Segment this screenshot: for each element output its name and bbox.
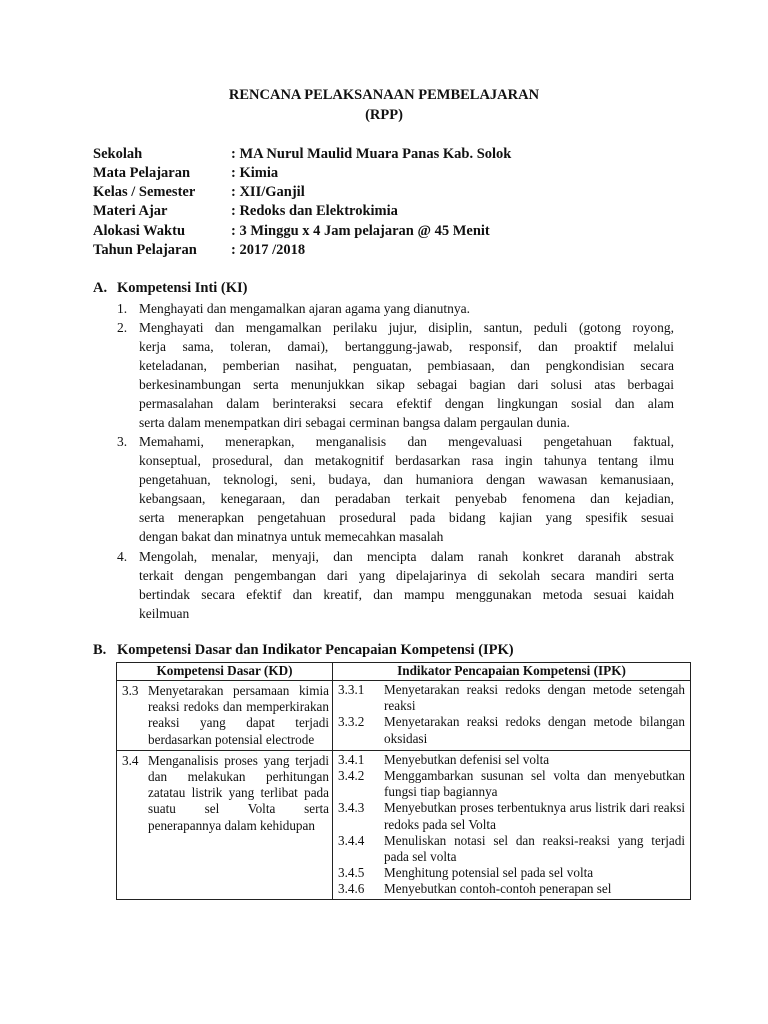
ipk-item <box>334 682 689 714</box>
ki-line: Memahami, menerapkan, menganalisis dan mengevaluasi pengetahuan faktual, <box>139 434 674 449</box>
ipk-text: Menyebutkan proses terbentuknya arus listrik dari reaksi redoks pada sel Volta <box>384 800 685 832</box>
ki-line: konseptual, prosedural, dan metakognitif berdasarkan rasa ingin tahunya tentang ilmu <box>139 453 674 468</box>
identity-label: Tahun Pelajaran <box>93 242 197 258</box>
ipk-item <box>334 800 689 832</box>
ipk-item <box>334 833 689 865</box>
ipk-cell <box>333 681 691 751</box>
ipk-number: 3.4.5 <box>338 865 365 881</box>
kd-text: Menyetarakan persamaan kimia reaksi redoks dan memperkirakan reaksi yang dapat terjadi berdasarkan potensial electrode <box>148 683 329 747</box>
section-title: Kompetensi Dasar dan Indikator Pencapaian Kompetensi (IPK) <box>117 642 514 658</box>
kd-number: 3.4 <box>122 752 139 768</box>
ipk-text: Menuliskan notasi sel dan reaksi-reaksi yang terjadi pada sel volta <box>384 832 685 865</box>
table-row <box>117 681 691 751</box>
ipk-number: 3.3.1 <box>338 682 365 697</box>
kd-ipk-table <box>116 662 691 900</box>
kd-cell <box>117 750 333 899</box>
ki-line: keteladanan, pemberian nasihat, penguatan, pembiasaan, dan pengkondisian secara <box>139 358 674 373</box>
ipk-text: Menyebutkan contoh-contoh penerapan sel <box>384 881 612 897</box>
ki-line: pengetahuan, teknologi, seni, budaya, dan humaniora dengan wawasan kemanusiaan, <box>139 472 674 487</box>
ki-line: terkait dengan pengembangan dari yang dipelajarinya di sekolah secara mandiri serta <box>139 568 674 583</box>
ipk-text: Menyetarakan reaksi redoks dengan metode bilangan oksidasi <box>384 714 685 746</box>
ki-number: 3. <box>117 434 128 449</box>
table-header-row <box>117 663 691 681</box>
kd-number: 3.3 <box>122 683 139 698</box>
identity-value: : 3 Minggu x 4 Jam pelajaran @ 45 Menit <box>231 223 490 239</box>
identity-label: Materi Ajar <box>93 203 168 219</box>
ki-line: kerja sama, toleran, damai), bertanggung-jawab, responsif, dan proaktif melalui <box>139 339 674 354</box>
ipk-number: 3.4.3 <box>338 800 365 816</box>
identity-label: Mata Pelajaran <box>93 165 191 181</box>
ipk-text: Menyetarakan reaksi redoks dengan metode setengah reaksi <box>384 682 685 714</box>
ipk-number: 3.4.6 <box>338 881 365 897</box>
table-row <box>117 750 691 899</box>
ki-number: 2. <box>117 320 128 335</box>
identity-value: : Redoks dan Elektrokimia <box>231 203 398 219</box>
ipk-number: 3.4.2 <box>338 768 365 784</box>
identity-value: : Kimia <box>231 165 279 181</box>
ki-line: dengan bakat dan minatnya untuk memecahkan masalah <box>139 529 444 544</box>
kd-cell <box>117 681 333 751</box>
identity-label: Sekolah <box>93 146 143 162</box>
ki-line: berkesinambungan serta menunjukkan sikap sebagai bagian dari solusi atas berbagai <box>139 377 674 392</box>
ipk-item <box>334 752 689 768</box>
identity-value: : XII/Ganjil <box>231 184 305 200</box>
ki-line: Menghayati dan mengamalkan perilaku jujur, disiplin, santun, peduli (gotong royong, <box>139 320 674 335</box>
column-header-kd: Kompetensi Dasar (KD) <box>117 663 333 681</box>
ipk-item <box>334 865 689 881</box>
identity-label: Alokasi Waktu <box>93 223 186 239</box>
section-letter: A. <box>93 280 108 296</box>
document-title: RENCANA PELAKSANAAN PEMBELAJARAN <box>228 87 540 103</box>
ipk-number: 3.4.4 <box>338 832 365 848</box>
column-header-ipk: Indikator Pencapaian Kompetensi (IPK) <box>333 663 691 681</box>
ki-line: kebangsaan, kenegaraan, dan peradaban terkait penyebab fenomena dan kejadian, <box>139 491 674 506</box>
ki-line: keilmuan <box>139 606 190 621</box>
ipk-number: 3.3.2 <box>338 714 365 730</box>
ki-number: 1. <box>117 301 128 316</box>
identity-value: : MA Nurul Maulid Muara Panas Kab. Solok <box>231 146 512 162</box>
section-title: Kompetensi Inti (KI) <box>117 280 248 296</box>
section-letter: B. <box>93 642 107 658</box>
identity-value: : 2017 /2018 <box>231 242 306 258</box>
ki-line: Mengolah, menalar, menyaji, dan mencipta dalam ranah konkret daranah abstrak <box>139 549 674 564</box>
identity-label: Kelas / Semester <box>93 184 196 200</box>
ki-line: serta dalam menempatkan diri sebagai cerminan bangsa dalam pergaulan dunia. <box>139 415 570 430</box>
ipk-item <box>334 881 689 897</box>
ki-line: Menghayati dan mengamalkan ajaran agama yang dianutnya. <box>139 301 470 316</box>
kd-text: Menganalisis proses yang terjadi dan melakukan perhitungan zatatau listrik yang terlibat pada suatu sel Volta serta penerapannya dalam kehidupan <box>148 752 329 833</box>
ipk-number: 3.4.1 <box>338 751 365 767</box>
ipk-text: Menyebutkan defenisi sel volta <box>384 751 550 767</box>
ki-number: 4. <box>117 549 128 564</box>
ipk-item <box>334 714 689 746</box>
ipk-cell <box>333 750 691 899</box>
ki-line: permasalahan dalam berinteraksi secara efektif dengan lingkungan sosial dan alam <box>139 396 674 411</box>
ki-line: bertindak secara efektif dan kreatif, dan mampu menggunakan metoda sesuai kaidah <box>139 587 674 602</box>
ipk-item <box>334 768 689 800</box>
ki-line: serta menerapkan pengetahuan prosedural pada bidang kajian yang spesifik sesuai <box>139 510 674 525</box>
ipk-text: Menghitung potensial sel pada sel volta <box>384 865 594 881</box>
document-subtitle: (RPP) <box>365 107 403 123</box>
ipk-text: Menggambarkan susunan sel volta dan menyebutkan fungsi tiap bagiannya <box>384 768 685 800</box>
